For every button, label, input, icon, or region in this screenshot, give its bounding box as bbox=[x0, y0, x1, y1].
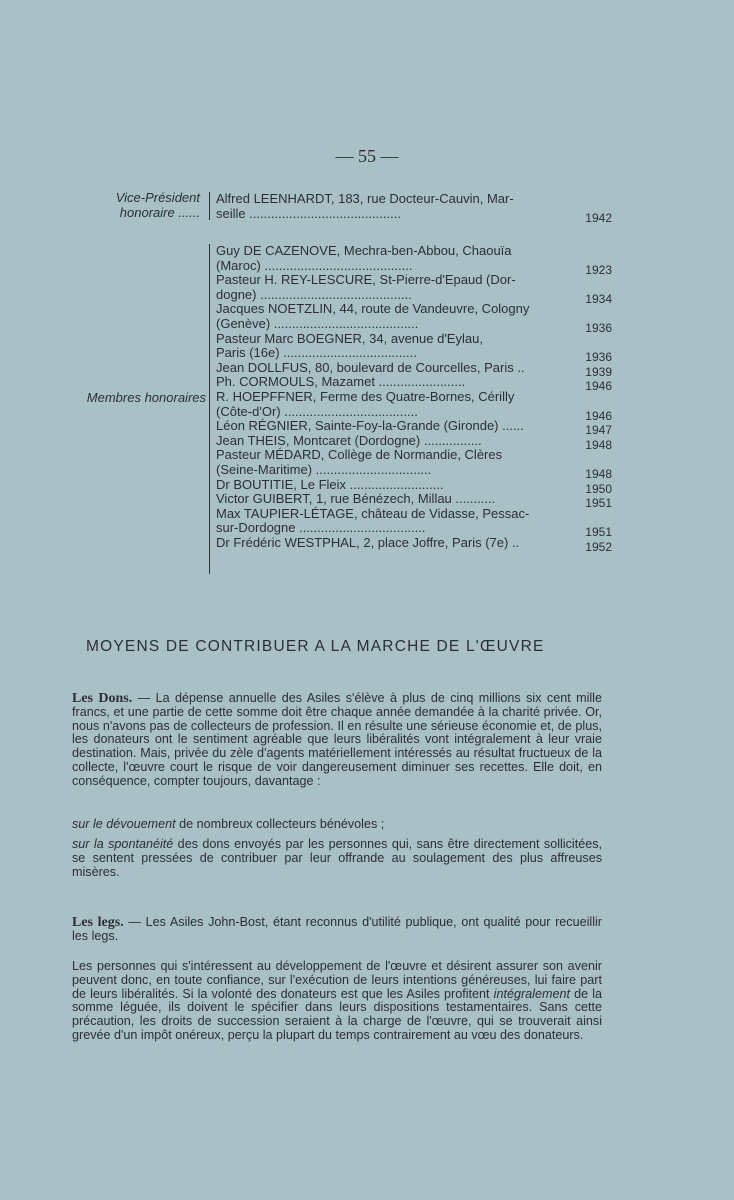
member-entry bbox=[216, 330, 612, 365]
member-name: Max TAUPIER-LÉTAGE, château de Vidasse, Pessac- bbox=[216, 505, 530, 521]
vice-president-label-line2: honoraire ...... bbox=[119, 205, 200, 220]
member-name: Alfred LEENHARDT, 183, rue Docteur-Cauvin, Mar- bbox=[216, 191, 514, 206]
member-name-cont: (Côte-d'Or) ..................................... bbox=[216, 403, 418, 419]
member-year: 1936 bbox=[585, 350, 612, 365]
member-entry bbox=[216, 301, 612, 335]
member-name: Ph. CORMOULS, Mazamet ........................ bbox=[216, 374, 466, 390]
dons-item-2 bbox=[72, 838, 602, 879]
member-name: R. HOEPFFNER, Ferme des Quatre-Bornes, Cérilly bbox=[216, 388, 515, 404]
member-entry bbox=[216, 374, 612, 394]
member-year: 1950 bbox=[585, 481, 612, 496]
member-entry bbox=[216, 191, 612, 225]
member-entry bbox=[216, 505, 612, 540]
member-name-cont: sur-Dordogne ................................... bbox=[216, 520, 426, 536]
member-name: Jean DOLLFUS, 80, boulevard de Courcelles, Paris .. bbox=[216, 359, 525, 375]
member-year: 1951 bbox=[585, 496, 612, 511]
legs-heading: Les legs. bbox=[72, 915, 124, 930]
members-label: Membres honoraires bbox=[86, 390, 206, 405]
dons-text: — La dépense annuelle des Asiles s'élève à plus de cinq millions six cent mille francs, et une partie de cette somme doit être chaque année demandée à la charité privée. Or, nous n'avons pas de collecteurs de profession. Il en résulte une sérieuse économie et, de plus, les donateurs ont le sentiment agréable que leurs libéralités vont intégralement à leur vraie destination. Mais, privée du zèle d'agents matériellement intéressés au résultat fructueux de la collecte, l'œuvre court le risque de voir dangereusement diminuer ses recettes. Elle doit, en conséquence, compter toujours, davantage : bbox=[72, 691, 602, 788]
member-entry bbox=[216, 491, 612, 511]
legs-paragraph-2 bbox=[72, 960, 602, 1043]
member-name: Jacques NOETZLIN, 44, route de Vandeuvre, Cologny bbox=[216, 301, 530, 317]
member-year: 1948 bbox=[585, 437, 612, 452]
legs-paragraph bbox=[72, 916, 602, 944]
member-name: Dr BOUTITIE, Le Fleix .......................... bbox=[216, 476, 444, 492]
dons-item2-rest: des dons envoyés par les personnes qui, sans être directement sollicitées, se sentent pressées de contribuer par leur offrande au soulagement des plus affreuses misères. bbox=[72, 837, 602, 879]
dons-item2-italic: sur la spontanéité bbox=[72, 837, 174, 851]
member-entry bbox=[216, 359, 612, 379]
member-entry bbox=[216, 447, 612, 481]
member-name-cont: dogne) .......................................... bbox=[216, 286, 412, 302]
member-year: 1934 bbox=[585, 291, 612, 306]
legs-text: — Les Asiles John-Bost, étant reconnus d'utilité publique, ont qualité pour recueillir les legs. bbox=[72, 915, 602, 943]
member-name-cont: seille .......................................... bbox=[216, 205, 401, 221]
vice-president-bracket bbox=[209, 192, 210, 220]
members-list bbox=[216, 243, 612, 554]
member-entry bbox=[216, 432, 612, 452]
member-entry bbox=[216, 388, 612, 423]
member-year: 1952 bbox=[585, 539, 612, 554]
page-number: — 55 — bbox=[335, 146, 399, 166]
members-bracket bbox=[209, 244, 210, 574]
member-year: 1939 bbox=[585, 364, 612, 379]
member-year: 1951 bbox=[585, 525, 612, 540]
member-year: 1947 bbox=[585, 423, 612, 438]
member-year: 1942 bbox=[585, 210, 612, 225]
member-year: 1946 bbox=[585, 408, 612, 423]
dons-paragraph bbox=[72, 692, 602, 789]
member-name-cont: (Genève) ........................................ bbox=[216, 315, 419, 331]
member-name-cont: (Seine-Maritime) ................................ bbox=[216, 461, 432, 477]
vice-president-label bbox=[60, 190, 200, 220]
member-entry bbox=[216, 476, 612, 496]
member-name: Pasteur H. REY-LESCURE, St-Pierre-d'Epaud (Dor- bbox=[216, 272, 516, 288]
dons-item1-rest: de nombreux collecteurs bénévoles ; bbox=[175, 817, 385, 831]
legs-p2-a: Les personnes qui s'intéressent au développement de l'œuvre et désirent assurer son avenir peuvent donc, en toute confiance, sur l'exécution de leurs intentions généreuses, lui faire part de leurs libéralités. Si la volonté des donateurs est que les Asiles profitent bbox=[72, 959, 602, 1001]
member-name: Pasteur Marc BOEGNER, 34, avenue d'Eylau, bbox=[216, 330, 483, 346]
member-year: 1936 bbox=[585, 320, 612, 335]
member-name: Léon RÉGNIER, Sainte-Foy-la-Grande (Gironde) ...... bbox=[216, 418, 524, 434]
vice-president-entry bbox=[216, 191, 612, 225]
member-name-cont: Paris (16e) ..................................... bbox=[216, 345, 417, 361]
member-year: 1946 bbox=[585, 379, 612, 394]
member-name: Victor GUIBERT, 1, rue Bénézech, Millau ........... bbox=[216, 491, 496, 507]
member-name: Guy DE CAZENOVE, Mechra-ben-Abbou, Chaouïa bbox=[216, 243, 512, 258]
member-name: Dr Frédéric WESTPHAL, 2, place Joffre, Paris (7e) .. bbox=[216, 534, 520, 550]
legs-p2-b: de la somme léguée, ils doivent le spécifier dans leurs dispositions testamentaires. Sans cette précaution, les droits de succession seraient à la charge de l'œuvre, qui se trouverait ainsi grevée d'un impôt onéreux, perçu la plupart du temps contrairement au vœu des donateurs. bbox=[72, 986, 602, 1042]
section-title: MOYENS DE CONTRIBUER A LA MARCHE DE L'ŒUVRE bbox=[86, 638, 545, 655]
legs-p2-italic: intégralement bbox=[493, 986, 570, 1001]
member-name: Pasteur MÉDARD, Collège de Normandie, Clères bbox=[216, 447, 503, 463]
dons-item-1 bbox=[72, 818, 602, 832]
vice-president-label-line1: Vice-Président bbox=[115, 190, 200, 205]
member-entry bbox=[216, 418, 612, 438]
member-entry bbox=[216, 243, 612, 277]
member-entry bbox=[216, 272, 612, 306]
member-year: 1948 bbox=[585, 466, 612, 481]
dons-heading: Les Dons. bbox=[72, 691, 133, 706]
member-name: Jean THEIS, Montcaret (Dordogne) ................ bbox=[216, 432, 482, 448]
dons-item1-italic: sur le dévouement bbox=[72, 817, 176, 831]
member-year: 1923 bbox=[585, 262, 612, 277]
member-name-cont: (Maroc) ......................................... bbox=[216, 257, 413, 273]
member-entry bbox=[216, 534, 612, 554]
